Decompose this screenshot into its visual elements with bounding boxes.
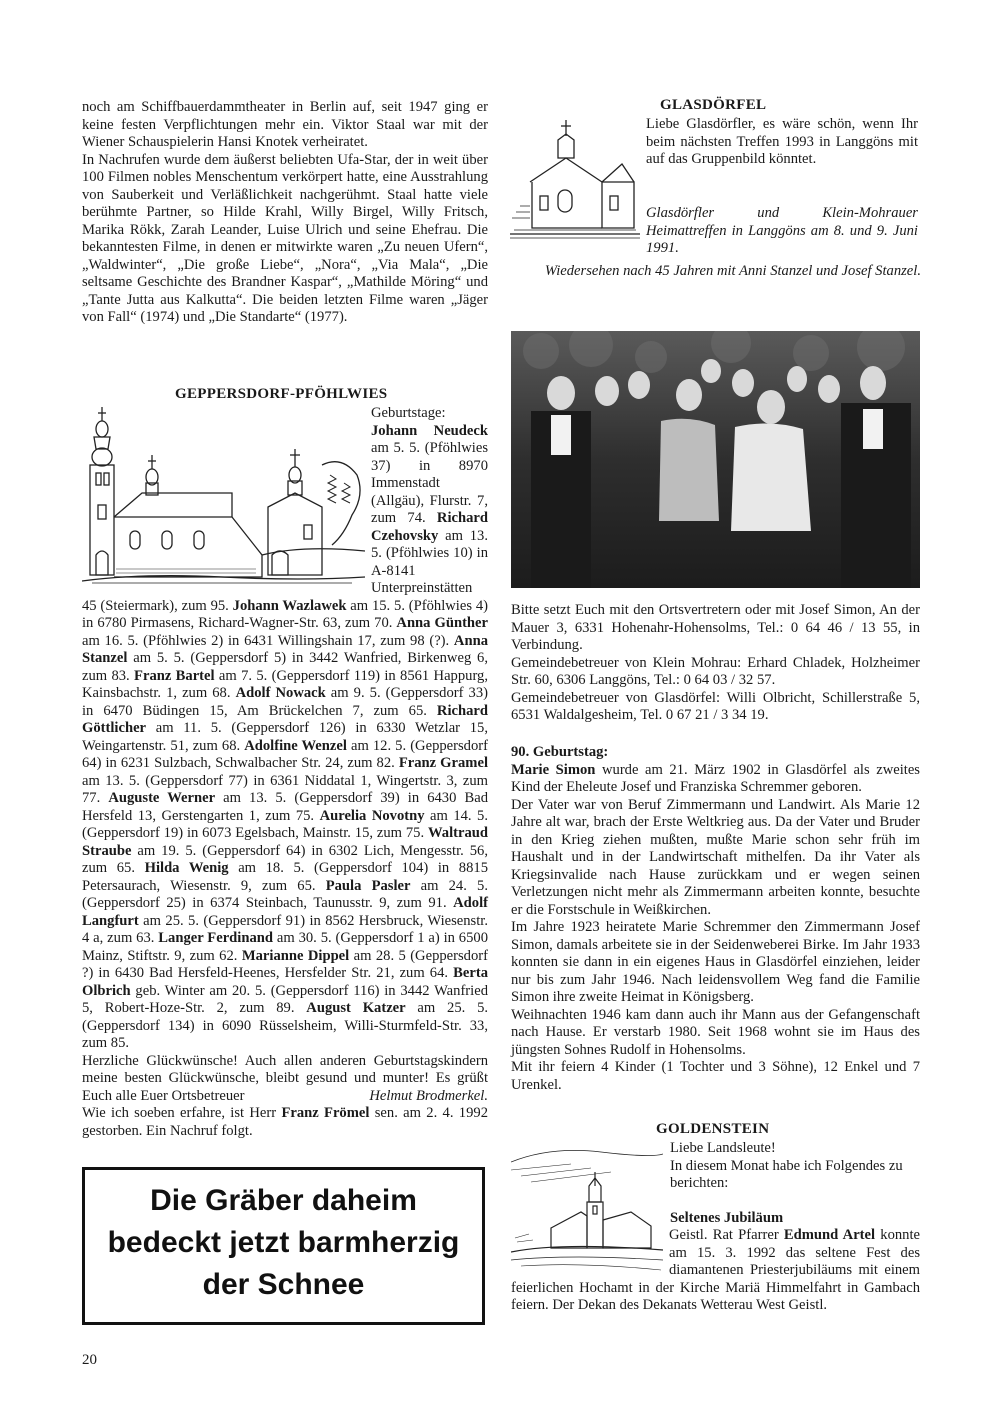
person-name: Paula Pasler	[325, 877, 411, 894]
person-name: Auguste Werner	[108, 790, 216, 806]
person-name: Franz Bartel	[134, 667, 215, 684]
person-name: Marie Simon	[511, 761, 596, 778]
group-photo-image	[511, 331, 920, 588]
entry-text: am 14. 5. (Geppersdorf 19) in 6073 Egelsbach, Mainstr. 15, zum 75.	[82, 807, 489, 841]
page-number: 20	[82, 1352, 97, 1368]
entry-text: am 24. 5. (Geppersdorf 25) in 6374 Steinbach, Taunusstr. 9, zum 91.	[82, 877, 488, 911]
birthday-paragraph: Der Vater war von Beruf Zimmermann und Landwirt. Als Marie 12 Jahre alt war, brach der Erste Weltkrieg aus. Da der Vater und Bruder in den Krieg ziehen mußten, mußte Marie schon sehr früh im Haushalt und in der Landwirtschaft mithelfen. Da ihr Vater als Kriegsinvalide nach Hause zurückkam und er wegen seinen Verletzungen nicht mehr als Zimmermann arbeiten konnte, besuchte er die Forstschule in Weißkirchen.	[511, 796, 920, 918]
birthday-paragraph: Mit ihr feiern 4 Kinder (1 Tochter und 3 Söhne), 12 Enkel und 7 Urenkel.	[511, 1059, 920, 1093]
article-pre: Geistl. Rat Pfarrer	[669, 1227, 784, 1243]
goldenstein-intro	[670, 1140, 920, 1228]
article-film-continuation	[82, 99, 488, 327]
greeting: Liebe Landsleute!	[670, 1140, 776, 1156]
person-name: Hilda Wenig	[144, 860, 229, 876]
subheading	[670, 1210, 920, 1228]
contact-paragraph: Gemeindebetreuer von Glasdörfel: Willi Olbricht, Schillerstraße 5, 6531 Waldalgesheim, Tel. 0 67 21 / 3 34 19.	[511, 689, 920, 723]
person-name: August Katzer	[306, 1000, 406, 1016]
article-post: konnte am 15. 3. 1992 das seltene Fest des diamantenen Priesterjubiläums mit einem feierlichen Hochamt in der Kirche Mariä Himmelfahrt in Gambach feiern. Der Dekan des Dekanats Wetterau West Geistl.	[511, 1227, 921, 1313]
person-name: Anna Stanzel	[82, 632, 488, 666]
photo-caption-1: Glasdörfler und Klein-Mohrauer Heimattreffen in Langgöns am 8. und 9. Juni 1991.	[646, 205, 918, 256]
group-photo	[511, 331, 920, 588]
closing-text	[82, 1053, 488, 1106]
section-heading-goldenstein: GOLDENSTEIN	[656, 1121, 770, 1137]
person-name: Richard Czehovsky	[371, 510, 488, 544]
paragraph: noch am Schiffbauerdammtheater in Berlin auf, seit 1947 ging er keine festen Verpflichtungen mehr ein. Viktor Staal war mit der Wiener Schauspielerin Hansi Knotek verheiratet.	[82, 99, 488, 150]
entry-text: am 13. 5. (Geppersdorf 39) in 6430 Bad Hersfeld 13, Gerstengarten 1, zum 75.	[82, 790, 488, 824]
birthday-list-geppersdorf	[82, 405, 488, 1140]
person-name: Adolfine Wenzel	[244, 737, 347, 754]
birthday-paragraph: Im Jahre 1923 heiratete Marie Schremmer den Zimmermann Josef Simon, damals arbeitete sie in der Seidenweberei Birke. Im Jahr 1933 konnten sie dann in ein eigenes Haus in Glasdörfel einziehen, leider nur bis zum Jahr 1946. Nach leidensvollem Weg fand die Familie Simon ihre zweite Heimat in Königsberg.	[511, 919, 920, 1005]
float-spacer	[511, 1227, 669, 1279]
birthday-paragraph	[511, 762, 920, 797]
entry-text: am 19. 5. (Geppersdorf 64) in 6302 Lich, Mengesstr. 56, zum 65.	[82, 842, 488, 876]
ad-line: Die Gräber daheim	[150, 1184, 417, 1217]
chapel-drawing-icon	[510, 116, 640, 242]
entry-text: am 13. 5. (Geppersdorf 77) in 6361 Niddatal 1, Wingertstr. 3, zum 77.	[82, 772, 488, 806]
person-name: Franz Frömel	[281, 1105, 370, 1121]
person-name: Franz Gramel	[398, 755, 488, 771]
entry-text: am 13. 5. (Pföhlwies 10) in A-8141 Unterpreinstätten 45 (Steiermark), zum 95.	[82, 527, 488, 614]
birthday-90-article	[511, 744, 920, 1094]
chapel-illustration	[510, 116, 640, 242]
birthday-paragraph: Weihnachten 1946 kam dann auch ihr Mann aus der Gefangenschaft nach Hause. Er verstarb 1980. Seit 1968 wohnt sie im Haus des jüngsten Sohnes Rudolf in Hohensolms.	[511, 1006, 920, 1058]
person-name: Johann Neudeck	[371, 422, 488, 439]
spacer	[670, 1193, 920, 1211]
ad-box-graves	[82, 1167, 485, 1325]
glasdoerfel-intro: Liebe Glasdörfler, es wäre schön, wenn Ihr beim nächsten Treffen 1993 in Langgöns mit auf das Gruppenbild könntet.	[646, 116, 918, 167]
birthday-heading	[511, 744, 920, 762]
goldenstein-article	[511, 1227, 920, 1315]
contact-paragraph: Gemeindebetreuer von Klein Mohrau: Erhard Chladek, Holzheimer Str. 60, 6306 Langgöns, Tel.: 0 64 03 / 32 57.	[511, 654, 920, 688]
entry-text: am 28. 5 (Geppersdorf ?) in 6430 Bad Hersfeld-Heenes, Hersfelder Str. 21, zum 64.	[82, 947, 488, 981]
person-name: Waltraud Straube	[82, 825, 488, 859]
entry-text: am 5. 5. (Geppersdorf 5) in 3442 Wanfried, Birkenweg 6, zum 83.	[82, 650, 488, 684]
contact-paragraph: Bitte setzt Euch mit den Ortsvertretern oder mit Josef Simon, An der Mauer 3, 6331 Hohenahr-Hohensolms, Tel.: 0 64 46 / 13 55, in Verbindung.	[511, 602, 920, 653]
person-name: Edmund Artel	[783, 1227, 876, 1243]
person-name: Aurelia Novotny	[319, 807, 425, 824]
entry-text: am 7. 5. (Geppersdorf 119) in 8561 Happurg, Kainsbachstr. 1, zum 68.	[82, 667, 488, 701]
birthdays-intro: Geburtstage:	[371, 405, 446, 421]
entry-text: am 25. 5. (Geppersdorf 134) in 6090 Rüsselsheim, Willi-Sturmfeld-Str. 33, zum 85.	[82, 1000, 489, 1051]
death-notice-post: sen. am 2. 4. 1992 gestorben. Ein Nachruf folgt.	[82, 1105, 488, 1139]
death-notice	[82, 1105, 488, 1140]
ad-line: der Schnee	[202, 1268, 365, 1301]
section-heading-glasdoerfel: GLASDÖRFEL	[660, 97, 767, 113]
church-illustration	[82, 405, 365, 585]
birthday-heading-text: 90. Geburtstag:	[511, 744, 609, 760]
person-name: Johann Wazlawek	[232, 597, 347, 614]
person-name: Anna Günther	[396, 615, 489, 631]
entry-text: geb. Winter am 20. 5. (Geppersdorf 116) in 3442 Wanfried 5, Robert-Hoze-Str. 2, zum 89.	[82, 982, 488, 1016]
intro-text: In diesem Monat habe ich Folgendes zu berichten:	[670, 1157, 903, 1191]
closing-greeting: Herzliche Glückwünsche! Auch allen anderen Geburtstagskindern meine besten Glückwünsche, bleibt gesund und munter! Es grüßt Euch alle Euer Ortsbetreuer	[82, 1052, 488, 1104]
person-name: Berta Olbrich	[82, 965, 488, 999]
person-name: Adolf Nowack	[235, 685, 326, 701]
photo-caption-2: Wiedersehen nach 45 Jahren mit Anni Stanzel und Josef Stanzel.	[544, 263, 921, 279]
entry-text: am 25. 5. (Geppersdorf 91) in 8562 Hersbruck, Wiesenstr. 4 a, zum 63.	[82, 912, 488, 946]
entry-text: am 5. 5. (Pföhlwies 37) in 8970 Immenstadt (Allgäu), Flurstr. 7, zum 74.	[371, 440, 488, 526]
subheading-text: Seltenes Jubiläum	[670, 1210, 784, 1226]
section-heading-geppersdorf: GEPPERSDORF-PFÖHLWIES	[175, 386, 388, 402]
glasdoerfel-contacts	[511, 602, 920, 725]
ad-line: bedeckt jetzt barmherzig	[107, 1226, 460, 1259]
paragraph: In Nachrufen wurde dem äußerst beliebten Ufa-Star, der in weit über 100 Filmen nobles Menschentum verkörpert hatte, eine Ausstrahlung von Sauberkeit und Verläßlichkeit nachgerühmt. Staal hatte viele berühmte Partner, so Hilde Krahl, Willy Birgel, Willy Fritsch, Marika Rökk, Zarah Leander, Luise Ulrich und seine Ehefrau. Die bekanntesten Filme, in denen er mitwirkte waren „Zu neuen Ufern“, „Waldwinter“, „Die große Liebe“, „Nora“, „Via Mala“, „Die seltsame Geschichte des Brandner Kaspar“, „Mathilde Möring“ und „Tante Jutta aus Kalkutta“. Die beiden letzten Filme waren „Jäger von Fall“ (1974) und „Die Standarte“ (1977).	[82, 151, 488, 325]
entry-text: am 16. 5. (Pföhlwies 2) in 6431 Willingshain 17, zum 98 (?).	[82, 632, 454, 649]
church-drawing-icon	[82, 405, 365, 585]
person-name: Marianne Dippel	[241, 947, 350, 964]
entry-text: am 11. 5. (Geppersdorf 126) in 6330 Wetzlar 15, Weingartenstr. 51, zum 68.	[82, 720, 488, 754]
person-name: Adolf Langfurt	[82, 895, 488, 929]
entry-text: am 12. 5. (Geppersdorf 64) in 6231 Sulzbach, Schwalbacher Str. 24, zum 82.	[82, 737, 488, 771]
birthday-paragraph-text: wurde am 21. März 1902 in Glasdörfel als zweites Kind der Eheleute Josef und Franziska Schremmer geboren.	[511, 761, 920, 795]
person-name: Langer Ferdinand	[158, 930, 273, 946]
entry-text: am 18. 5. (Geppersdorf 104) in 8815 Petersaurach, Wiesenstr. 9, zum 65.	[82, 860, 488, 894]
signature: Helmut Brodmerkel.	[369, 1087, 488, 1104]
entry-text: am 15. 5. (Pföhlwies 4) in 6780 Pirmasens, Richard-Wagner-Str. 63, zum 70.	[82, 597, 488, 631]
entry-text: am 9. 5. (Geppersdorf 33) in 6470 Büdingen 15, Am Brückelchen 7, zum 65.	[82, 685, 488, 719]
entry-text: am 30. 5. (Geppersdorf 1 a) in 6500 Mainz, Stiftstr. 9, zum 62.	[82, 930, 488, 964]
death-notice-pre: Wie ich soeben erfahre, ist Herr	[82, 1105, 282, 1121]
person-name: Richard Göttlicher	[82, 702, 488, 736]
